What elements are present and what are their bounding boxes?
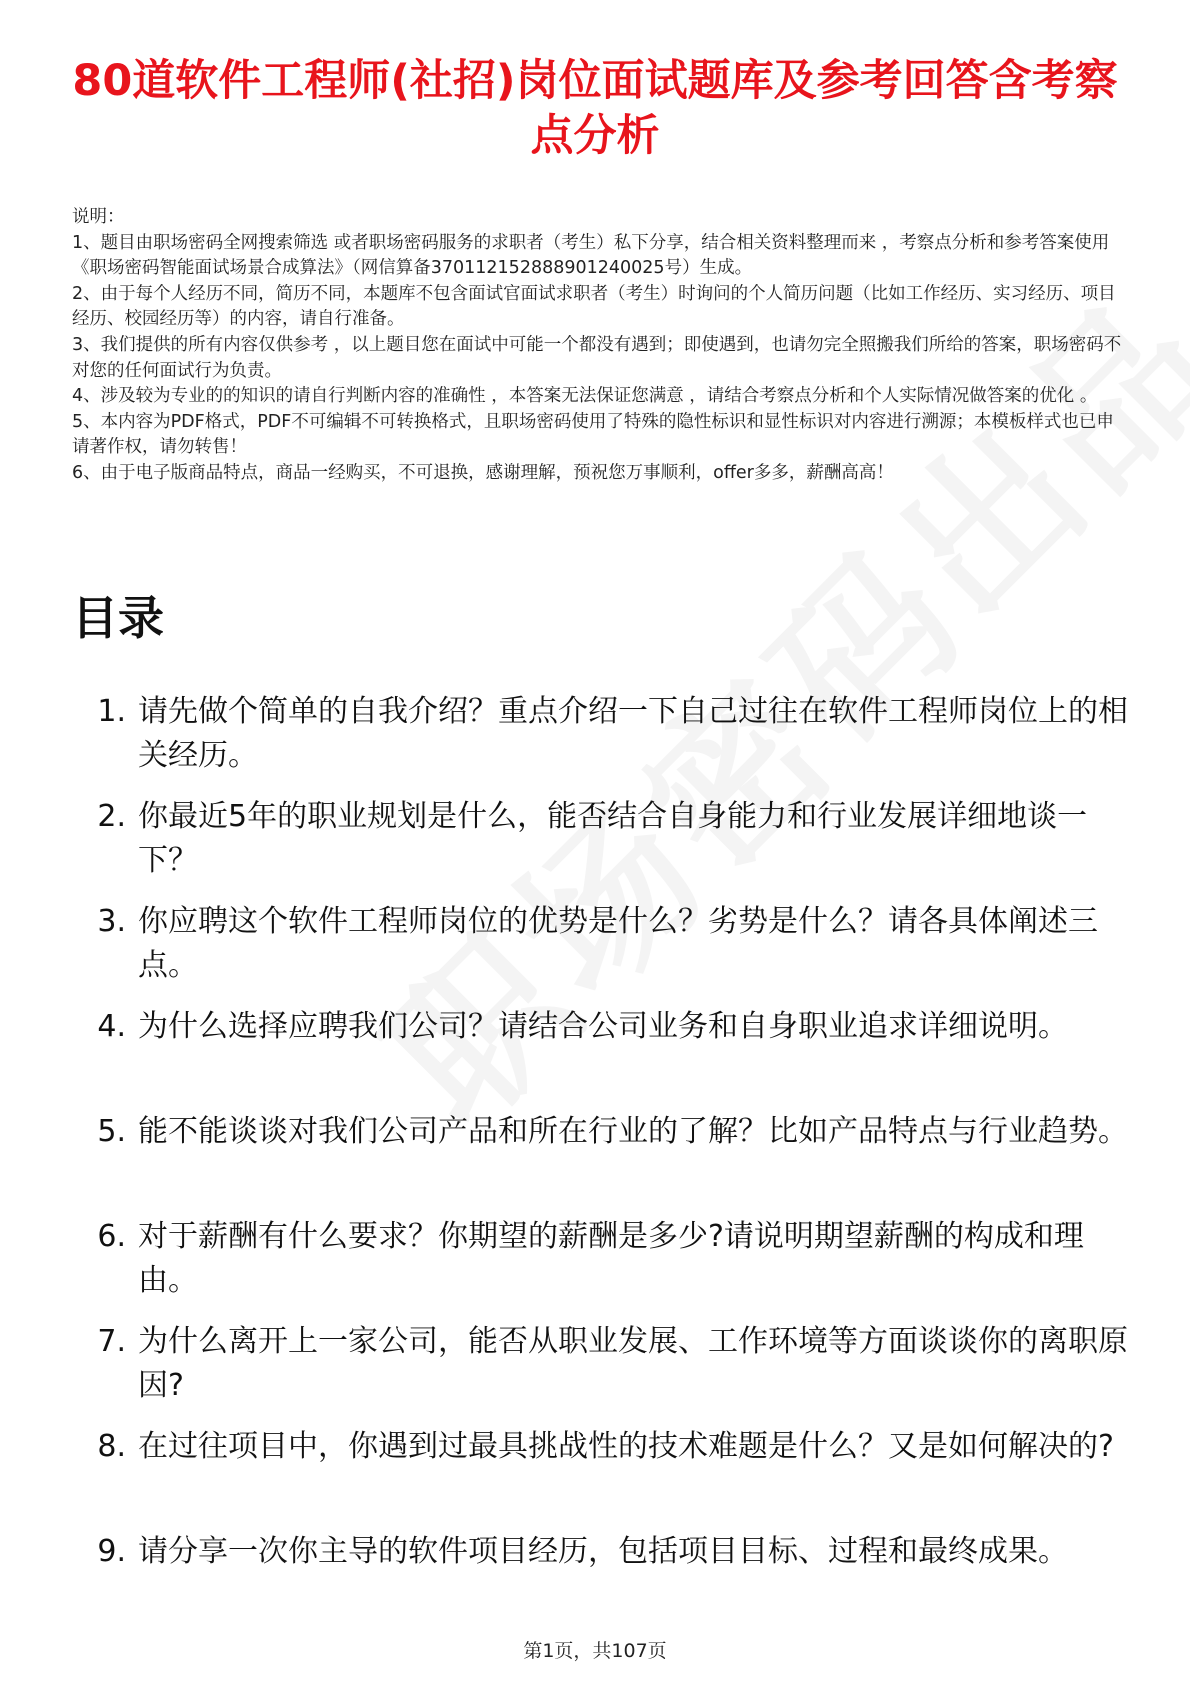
toc-heading: 目录 <box>72 591 164 645</box>
toc-item[interactable] <box>72 795 1132 883</box>
document-title: 80道软件工程师(社招)岗位面试题库及参考回答含考察点分析 <box>72 56 1118 161</box>
toc-item-text: 你应聘这个软件工程师岗位的优势是什么？劣势是什么？请各具体阐述三点。 <box>138 904 1098 983</box>
notes-heading: 说明： <box>72 207 125 227</box>
toc-item-number: 1. <box>97 694 126 729</box>
toc-item[interactable] <box>72 900 1132 988</box>
notes-section <box>72 205 1122 487</box>
toc-item-text: 为什么离开上一家公司，能否从职业发展、工作环境等方面谈谈你的离职原因? <box>138 1324 1128 1403</box>
note-item: 6、由于电子版商品特点，商品一经购买，不可退换，感谢理解，预祝您万事顺利，offer多多，薪酬高高！ <box>72 462 894 483</box>
toc-item[interactable] <box>72 1530 1132 1618</box>
note-item: 4、涉及较为专业的的知识的请自行判断内容的准确性 ，本答案无法保证您满意 ，请结合考察点分析和个人实际情况做答案的优化 。 <box>72 386 1098 407</box>
toc-item-number: 2. <box>97 799 126 834</box>
toc-list <box>72 690 1132 1635</box>
page-number: 第1页，共107页 <box>523 1640 667 1662</box>
toc-item-text: 请先做个简单的自我介绍？重点介绍一下自己过往在软件工程师岗位上的相关经历。 <box>138 694 1128 773</box>
toc-item-text: 为什么选择应聘我们公司？请结合公司业务和自身职业追求详细说明。 <box>138 1009 1068 1044</box>
toc-item-text: 对于薪酬有什么要求？你期望的薪酬是多少?请说明期望薪酬的构成和理由。 <box>138 1219 1084 1298</box>
toc-item-text: 请分享一次你主导的软件项目经历，包括项目目标、过程和最终成果。 <box>138 1534 1068 1569</box>
toc-item-number: 8. <box>97 1429 126 1464</box>
toc-item[interactable] <box>72 1425 1132 1513</box>
toc-item-number: 7. <box>97 1324 126 1359</box>
toc-item[interactable] <box>72 1320 1132 1408</box>
toc-item-text: 能不能谈谈对我们公司产品和所在行业的了解？比如产品特点与行业趋势。 <box>138 1114 1128 1149</box>
toc-item-text: 在过往项目中，你遇到过最具挑战性的技术难题是什么？又是如何解决的? <box>138 1429 1114 1464</box>
toc-item[interactable] <box>72 1110 1132 1198</box>
toc-item[interactable] <box>72 1215 1132 1303</box>
note-item: 5、本内容为PDF格式，PDF不可编辑不可转换格式，且职场密码使用了特殊的隐性标识和显性标识对内容进行溯源；本模板样式也已申请著作权，请勿转售！ <box>72 411 1114 458</box>
toc-item-number: 3. <box>97 904 126 939</box>
note-item: 3、我们提供的所有内容仅供参考 ，以上题目您在面试中可能一个都没有遇到；即使遇到，也请勿完全照搬我们所给的答案，职场密码不对您的任何面试行为负责。 <box>72 334 1122 381</box>
toc-item-number: 9. <box>97 1534 126 1569</box>
toc-item-text: 你最近5年的职业规划是什么，能否结合自身能力和行业发展详细地谈一下？ <box>138 799 1088 878</box>
toc-item[interactable] <box>72 1005 1132 1093</box>
note-item: 1、题目由职场密码全网搜索筛选 或者职场密码服务的求职者（考生）私下分享，结合相关资料整理而来 ，考察点分析和参考答案使用《职场密码智能面试场景合成算法》（网信算备370112152888901240025号）生成。 <box>72 232 1110 279</box>
toc-item[interactable] <box>72 690 1132 778</box>
toc-item-number: 6. <box>97 1219 126 1254</box>
note-item: 2、由于每个人经历不同，简历不同，本题库不包含面试官面试求职者（考生）时询问的个人简历问题（比如工作经历、实习经历、项目经历、校园经历等）的内容，请自行准备。 <box>72 283 1116 330</box>
toc-item-number: 5. <box>97 1114 126 1149</box>
toc-item-number: 4. <box>97 1009 126 1044</box>
